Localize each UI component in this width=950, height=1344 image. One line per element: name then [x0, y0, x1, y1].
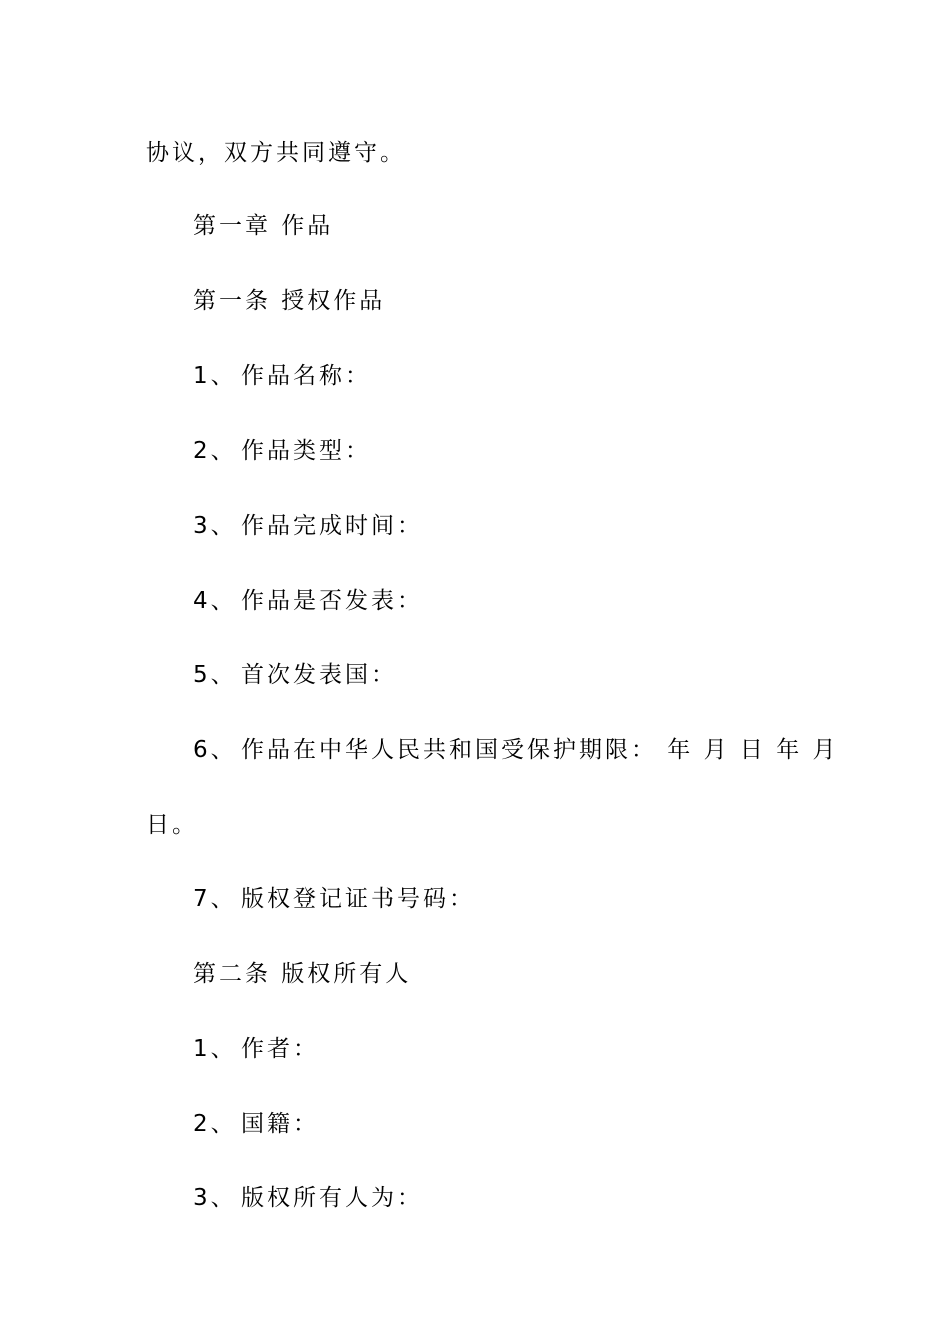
- item-text: 作品名称：: [241, 363, 371, 389]
- item-number: 4、: [193, 588, 237, 614]
- item-number: 1、: [193, 363, 237, 389]
- list-item: [193, 1034, 319, 1064]
- item-text: 作品类型：: [241, 438, 371, 464]
- article-heading: 第一条 授权作品: [193, 288, 386, 314]
- item-number: 7、: [193, 886, 237, 912]
- list-item: [193, 1183, 423, 1213]
- item-number: 2、: [193, 1111, 237, 1137]
- list-item-wrap: 日。: [146, 812, 198, 838]
- item-number: 2、: [193, 438, 237, 464]
- list-item: [193, 660, 397, 690]
- list-item: [193, 735, 839, 765]
- item-text: 首次发表国：: [241, 662, 397, 688]
- item-text: 作者：: [241, 1036, 319, 1062]
- list-item: [193, 586, 423, 616]
- item-text: 作品完成时间：: [241, 513, 423, 539]
- item-number: 1、: [193, 1036, 237, 1062]
- list-item: [193, 1109, 319, 1139]
- item-text: 版权所有人为：: [241, 1185, 423, 1211]
- article-heading: 第二条 版权所有人: [193, 961, 412, 987]
- paragraph-continuation: 协议，双方共同遵守。: [146, 140, 406, 166]
- list-item: [193, 361, 371, 391]
- item-text: 作品在中华人民共和国受保护期限： 年 月 日 年 月: [241, 737, 839, 763]
- list-item: [193, 511, 423, 541]
- item-number: 3、: [193, 1185, 237, 1211]
- chapter-heading: 第一章 作品: [193, 213, 334, 239]
- item-number: 6、: [193, 737, 237, 763]
- item-text: 国籍：: [241, 1111, 319, 1137]
- list-item: [193, 436, 371, 466]
- item-text: 作品是否发表：: [241, 588, 423, 614]
- list-item: [193, 884, 475, 914]
- item-number: 3、: [193, 513, 237, 539]
- item-number: 5、: [193, 662, 237, 688]
- item-text: 版权登记证书号码：: [241, 886, 475, 912]
